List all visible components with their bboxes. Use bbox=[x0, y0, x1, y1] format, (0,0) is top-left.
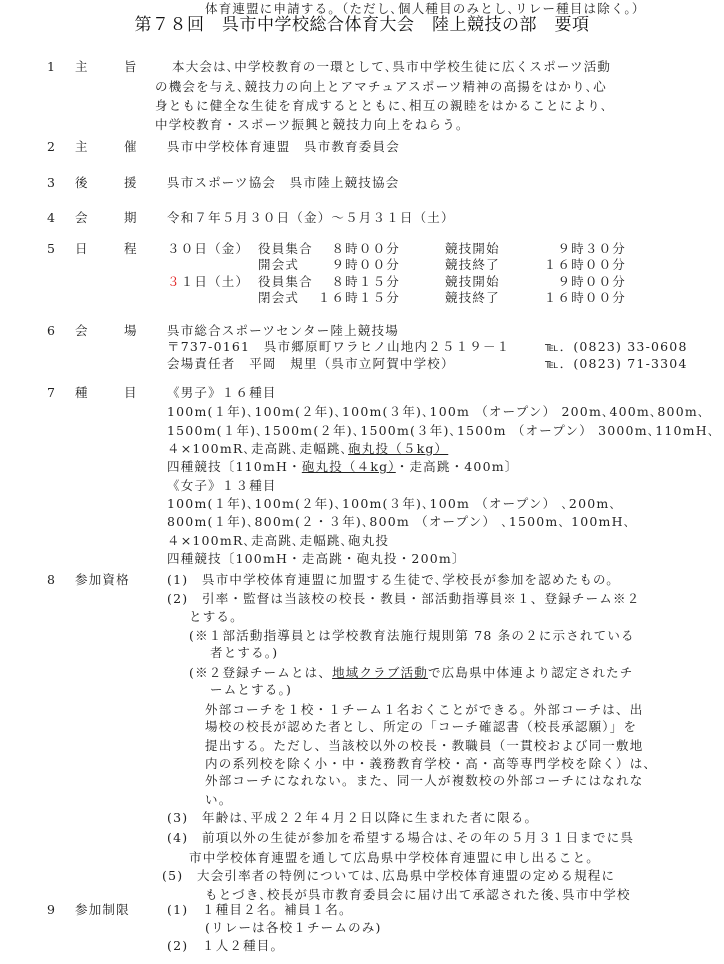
text-segment: (5) 大会引率者の特例については､広島県中学校体育連盟の定める規程に bbox=[162, 868, 616, 883]
schedule-time: １６時００分 bbox=[543, 257, 626, 272]
text-segment: (2) 引率・監督は当該校の校長・教員・部活動指導員※１、登録チーム※２ bbox=[167, 591, 641, 606]
text-segment: ４×100mR､走高跳､走幅跳､ bbox=[167, 441, 349, 456]
section-line bbox=[167, 590, 640, 607]
section-line bbox=[167, 440, 448, 457]
section-line bbox=[189, 608, 244, 625]
section-number: 3 bbox=[47, 175, 57, 190]
section-label: 参加資格 bbox=[75, 572, 130, 587]
text-segment: 四種競技〔100mH・走高跳・砲丸投・200m〕 bbox=[167, 551, 466, 566]
section-line bbox=[155, 97, 608, 114]
text-segment: 身ともに健全な生徒を育成するとともに､相互の親睦をはかることにより､ bbox=[155, 98, 609, 113]
schedule-time: １６時１５分 bbox=[317, 290, 400, 305]
text-segment: 者とする。) bbox=[210, 645, 279, 660]
section-line bbox=[205, 0, 646, 17]
text-segment: ・走高跳・400m〕 bbox=[395, 459, 519, 474]
text-segment: 提出する。ただし、当該校以外の校長・教職員（一貫校および同一敷地 bbox=[205, 738, 644, 753]
schedule-time: ９時３０分 bbox=[557, 241, 626, 256]
section-line bbox=[167, 809, 538, 826]
text-segment: (2) １人２種目。 bbox=[167, 938, 285, 953]
section-line bbox=[172, 58, 611, 75]
section-line bbox=[167, 513, 631, 530]
text-segment: (※１部活動指導員とは学校教育法施行規則第 78 条の２に示されている bbox=[189, 628, 635, 643]
section-line bbox=[189, 627, 635, 644]
text-segment: とする。 bbox=[189, 609, 244, 624]
text-segment: 本大会は､中学校教育の一環として､呉市中学校生徒に広くスポーツ活動 bbox=[172, 59, 612, 74]
section-line bbox=[189, 849, 600, 866]
schedule-item: 競技開始 bbox=[445, 274, 500, 289]
underlined-text: 地域クラブ活動 bbox=[332, 665, 428, 680]
text-segment: 内の系列校を除く小・中・義務教育学校・高・高等専門学校を除く）は、 bbox=[205, 756, 658, 771]
section-line bbox=[167, 477, 277, 494]
schedule-item: 閉会式 bbox=[258, 290, 300, 305]
text-segment: (1) 呉市中学校体育連盟に加盟する生徒で､学校長が参加を認めたもの。 bbox=[167, 572, 620, 587]
section-line bbox=[167, 384, 277, 401]
schedule-day bbox=[167, 273, 249, 290]
section-line bbox=[167, 403, 705, 420]
venue-address: 〒737-0161 呉市郷原町ワラヒノ山地内２５１９－１ bbox=[167, 339, 511, 354]
venue-manager: 会場責任者 平岡 規里（呉市立阿賀中学校） bbox=[167, 356, 455, 371]
underlined-text: 砲丸投（５kg） bbox=[348, 441, 449, 456]
section-line bbox=[210, 644, 278, 661]
schedule-time: ９時００分 bbox=[331, 257, 400, 272]
schedule-item: 競技終了 bbox=[445, 290, 500, 305]
section-number: 2 bbox=[47, 139, 57, 154]
section-line bbox=[205, 772, 643, 789]
venue-name: 呉市総合スポーツセンター陸上競技場 bbox=[167, 323, 399, 338]
section-label: 会 bbox=[75, 323, 89, 338]
section-number: 9 bbox=[47, 902, 57, 917]
section-line bbox=[205, 919, 382, 936]
section-label: 主 bbox=[75, 59, 89, 74]
schedule-time: １６時００分 bbox=[543, 290, 626, 305]
schedule-item: 開会式 bbox=[258, 257, 300, 272]
section-line bbox=[167, 937, 284, 954]
text-segment: 1500m(１年)､1500m(２年)､1500m(３年)､1500m （オープン） 3000m､110mH､ bbox=[167, 423, 716, 438]
text-segment: で広島県中体連より認定されたチ bbox=[427, 665, 634, 680]
text-segment: ３０日（金） bbox=[167, 241, 250, 256]
text-segment: 800m(１年)､800m(２・３年)､800m （オープン） ､1500m､ 100mH､ bbox=[167, 514, 632, 529]
section-line bbox=[205, 737, 643, 754]
text-segment: (3) 年齢は､平成２２年４月２日以降に生まれた者に限る。 bbox=[167, 810, 539, 825]
section-line bbox=[167, 138, 400, 155]
section-label: 期 bbox=[124, 210, 138, 225]
text-segment: 市中学校体育連盟を通して広島県中学校体育連盟に申し出ること。 bbox=[189, 850, 601, 865]
section-label: 日 bbox=[75, 241, 89, 256]
section-line bbox=[205, 791, 232, 808]
text-segment: ４×100mR､走高跳､走幅跳､砲丸投 bbox=[167, 533, 390, 548]
section-number: 4 bbox=[47, 210, 57, 225]
text-segment: (リレーは各校１チームのみ) bbox=[205, 920, 382, 935]
section-line bbox=[167, 495, 617, 512]
text-segment: (1) １種目２名。補員１名。 bbox=[167, 902, 353, 917]
text-segment: 《女子》１３種目 bbox=[167, 478, 277, 493]
section-line bbox=[167, 829, 634, 846]
schedule-item: 競技開始 bbox=[445, 241, 500, 256]
text-segment: ームとする。) bbox=[210, 682, 293, 697]
text-segment: 100m(１年)､100m(２年)､100m(３年)､100m （オープン） ､200m､ bbox=[167, 496, 617, 511]
text-segment: １日（土） bbox=[180, 274, 250, 289]
section-line bbox=[205, 701, 643, 718]
section-label: 会 bbox=[75, 210, 89, 225]
section-line bbox=[167, 571, 620, 588]
text-segment: 100m(１年)､100m(２年)､100m(３年)､100m （オープン） 200m､400m､800m､ bbox=[167, 404, 706, 419]
schedule-time: ９時００分 bbox=[557, 274, 626, 289]
text-segment: 外部コーチを１校・１チーム１名おくことができる。外部コーチは、出 bbox=[205, 702, 644, 717]
text-segment: (※２登録チームとは、 bbox=[189, 665, 333, 680]
venue-phone: ℡．(0823) 33-0608 bbox=[545, 339, 688, 354]
section-label: 程 bbox=[124, 241, 138, 256]
section-line bbox=[162, 867, 615, 884]
section-number: 5 bbox=[47, 241, 57, 256]
section-label: 目 bbox=[124, 385, 138, 400]
schedule-item: 役員集合 bbox=[258, 274, 313, 289]
section-number: 7 bbox=[47, 385, 57, 400]
section-line bbox=[155, 116, 470, 133]
schedule-item: 役員集合 bbox=[258, 241, 313, 256]
section-label: 旨 bbox=[124, 59, 138, 74]
section-number: 1 bbox=[47, 59, 57, 74]
text-segment: 《男子》１６種目 bbox=[167, 385, 277, 400]
section-line bbox=[167, 174, 399, 191]
section-line bbox=[210, 681, 292, 698]
section-label: 主 bbox=[75, 139, 89, 154]
manager-phone: ℡．(0823) 71-3304 bbox=[545, 356, 688, 371]
section-label: 催 bbox=[124, 139, 138, 154]
text-segment: 中学校教育・スポーツ振興と競技力向上をねらう。 bbox=[155, 117, 470, 132]
text-segment: 呉市中学校体育連盟 呉市教育委員会 bbox=[167, 139, 400, 154]
section-label: 場 bbox=[124, 323, 138, 338]
text-segment: 外部コーチになれない。また、同一人が複数校の外部コーチにはなれな bbox=[205, 773, 644, 788]
highlighted-text: ３ bbox=[167, 274, 181, 289]
text-segment: 場校の校長が認めた者とし、所定の「コーチ確認書（校長承認願）」を bbox=[205, 719, 638, 734]
text-segment: 呉市スポーツ協会 呉市陸上競技協会 bbox=[167, 175, 400, 190]
text-segment: の機会を与え､競技力の向上とアマチュアスポーツ精神の高揚をはかり､心 bbox=[155, 79, 607, 94]
section-line bbox=[167, 209, 455, 226]
section-line bbox=[167, 532, 389, 549]
schedule-time: ８時００分 bbox=[331, 241, 400, 256]
text-segment: 体育連盟に申請する。（ただし､個人種目のみとし､リレー種目は除く。） bbox=[205, 1, 646, 16]
section-line bbox=[167, 458, 518, 475]
section-label: 参加制限 bbox=[75, 902, 130, 917]
schedule-day bbox=[167, 240, 249, 257]
section-label: 援 bbox=[124, 175, 138, 190]
section-line bbox=[167, 422, 715, 439]
section-line bbox=[167, 550, 466, 567]
text-segment: 令和７年５月３０日（金）～５月３１日（土） bbox=[167, 210, 455, 225]
page-title: 第７８回 呉市中学校総合体育大会 陸上競技の部 要項 bbox=[134, 15, 590, 35]
section-number: 6 bbox=[47, 323, 57, 338]
section-number: 8 bbox=[47, 572, 57, 587]
text-segment: もとづき､校長が呉市教育委員会に届け出て承認された後､呉市中学校 bbox=[205, 887, 631, 902]
schedule-item: 競技終了 bbox=[445, 257, 500, 272]
section-line bbox=[205, 755, 657, 772]
underlined-text: 砲丸投（４kg） bbox=[301, 459, 396, 474]
text-segment: 四種競技〔110mH・ bbox=[167, 459, 302, 474]
section-line bbox=[189, 664, 634, 681]
text-segment: (4) 前項以外の生徒が参加を希望する場合は､その年の５月３１日までに呉 bbox=[167, 830, 635, 845]
text-segment: い。 bbox=[205, 792, 233, 807]
section-line bbox=[205, 718, 637, 735]
section-line bbox=[167, 901, 353, 918]
section-line bbox=[155, 78, 607, 95]
section-label: 後 bbox=[75, 175, 89, 190]
schedule-time: ８時１５分 bbox=[331, 274, 400, 289]
section-label: 種 bbox=[75, 385, 89, 400]
